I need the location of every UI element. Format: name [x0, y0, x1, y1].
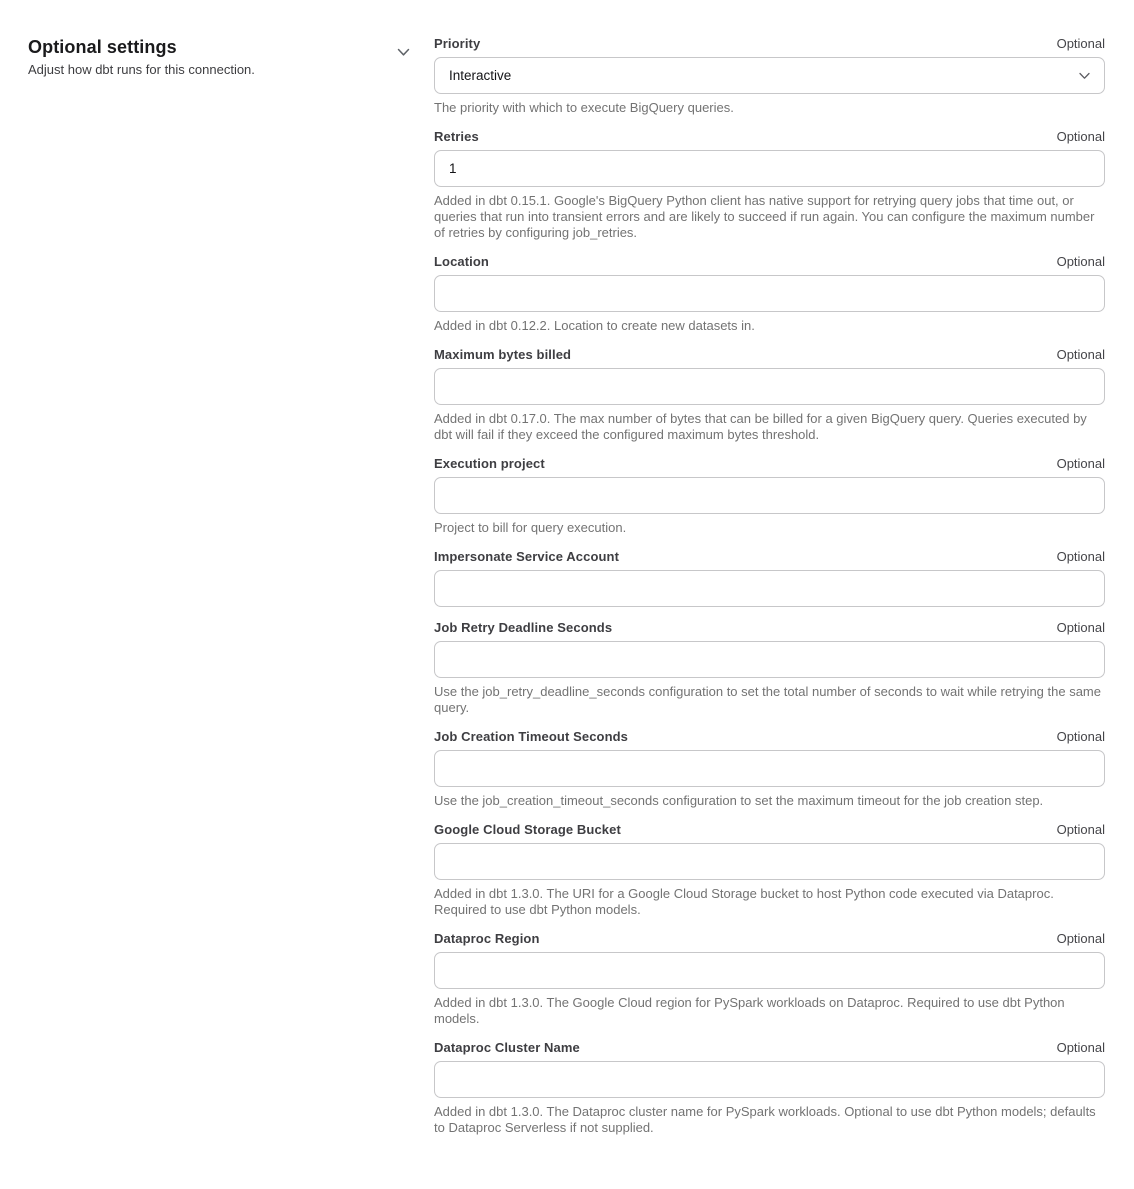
- section-collapse-button[interactable]: [395, 46, 412, 59]
- dataproc-region-field: [434, 931, 1105, 1027]
- field-help-text: Added in dbt 0.17.0. The max number of bytes that can be billed for a given BigQuery query. Queries executed by dbt will fail if they exceed the configured maximum bytes threshold.: [434, 411, 1087, 442]
- field-help-text: Added in dbt 1.3.0. The Google Cloud region for PySpark workloads on Dataproc. Required to use dbt Python models.: [434, 995, 1065, 1026]
- field-header: [434, 129, 1105, 145]
- priority-field: [434, 36, 1105, 116]
- field-control-slot: [434, 150, 1105, 187]
- section-summary-text: [28, 36, 255, 78]
- job-retry-deadline-seconds-input[interactable]: [434, 641, 1105, 678]
- optional-badge: Optional: [1056, 254, 1105, 269]
- field-help-text: Added in dbt 0.12.2. Location to create new datasets in.: [434, 318, 755, 333]
- retries-field: [434, 129, 1105, 241]
- optional-badge: Optional: [1056, 1040, 1105, 1055]
- dataproc-region-label: Dataproc Region: [434, 931, 540, 946]
- field-help-text: The priority with which to execute BigQuery queries.: [434, 100, 734, 115]
- impersonate-service-account-field: [434, 549, 1105, 607]
- priority-label: Priority: [434, 36, 481, 51]
- field-help-text: Use the job_creation_timeout_seconds configuration to set the maximum timeout for the job creation step.: [434, 793, 1044, 808]
- job-creation-timeout-seconds-field: [434, 729, 1105, 809]
- field-header: [434, 456, 1105, 472]
- job-retry-deadline-seconds-label: Job Retry Deadline Seconds: [434, 620, 613, 635]
- location-label: Location: [434, 254, 489, 269]
- job-retry-deadline-seconds-field: [434, 620, 1105, 716]
- field-header: [434, 620, 1105, 636]
- page-title: Optional settings: [28, 37, 177, 57]
- optional-badge: Optional: [1056, 620, 1105, 635]
- google-cloud-storage-bucket-field: [434, 822, 1105, 918]
- optional-badge: Optional: [1056, 931, 1105, 946]
- optional-badge: Optional: [1056, 36, 1105, 51]
- execution-project-label: Execution project: [434, 456, 545, 471]
- field-header: [434, 36, 1105, 52]
- dataproc-region-input[interactable]: [434, 952, 1105, 989]
- field-control-slot: [434, 952, 1105, 989]
- optional-badge: Optional: [1056, 456, 1105, 471]
- chevron-down-icon: [397, 48, 410, 57]
- impersonate-service-account-input[interactable]: [434, 570, 1105, 607]
- execution-project-input[interactable]: [434, 477, 1105, 514]
- field-help-text: Added in dbt 1.3.0. The Dataproc cluster name for PySpark workloads. Optional to use dbt Python models; defaults to Dataproc Serverless if not supplied.: [434, 1104, 1096, 1135]
- optional-badge: Optional: [1056, 729, 1105, 744]
- field-help-text: Added in dbt 1.3.0. The URI for a Google Cloud Storage bucket to host Python code executed via Dataproc. Required to use dbt Python models.: [434, 886, 1054, 917]
- field-help-text: Added in dbt 0.15.1. Google's BigQuery Python client has native support for retrying query jobs that time out, or queries that run into transient errors and are likely to succeed if run again. You can configure the maximum number of retries by configuring job_retries.: [434, 193, 1095, 240]
- field-control-slot: [434, 368, 1105, 405]
- maximum-bytes-billed-field: [434, 347, 1105, 443]
- form-fields: [434, 36, 1105, 1149]
- location-input[interactable]: [434, 275, 1105, 312]
- chevron-down-icon: [1079, 72, 1090, 80]
- job-creation-timeout-seconds-input[interactable]: [434, 750, 1105, 787]
- retries-label: Retries: [434, 129, 479, 144]
- priority-select[interactable]: [434, 57, 1105, 94]
- maximum-bytes-billed-label: Maximum bytes billed: [434, 347, 572, 362]
- location-field: [434, 254, 1105, 334]
- optional-badge: Optional: [1056, 347, 1105, 362]
- retries-input[interactable]: [434, 150, 1105, 187]
- field-header: [434, 729, 1105, 745]
- field-control-slot: [434, 57, 1105, 94]
- maximum-bytes-billed-input[interactable]: [434, 368, 1105, 405]
- priority-selected-value: Interactive: [449, 68, 512, 83]
- google-cloud-storage-bucket-label: Google Cloud Storage Bucket: [434, 822, 621, 837]
- optional-badge: Optional: [1056, 129, 1105, 144]
- optional-badge: Optional: [1056, 549, 1105, 564]
- field-header: [434, 1040, 1105, 1056]
- field-header: [434, 931, 1105, 947]
- field-control-slot: [434, 1061, 1105, 1098]
- field-control-slot: [434, 570, 1105, 607]
- field-header: [434, 254, 1105, 270]
- job-creation-timeout-seconds-label: Job Creation Timeout Seconds: [434, 729, 628, 744]
- impersonate-service-account-label: Impersonate Service Account: [434, 549, 620, 564]
- field-help-text: Project to bill for query execution.: [434, 520, 627, 535]
- dataproc-cluster-name-label: Dataproc Cluster Name: [434, 1040, 580, 1055]
- dataproc-cluster-name-field: [434, 1040, 1105, 1136]
- field-header: [434, 822, 1105, 838]
- field-control-slot: [434, 275, 1105, 312]
- page-subtitle: Adjust how dbt runs for this connection.: [28, 62, 255, 77]
- google-cloud-storage-bucket-input[interactable]: [434, 843, 1105, 880]
- field-header: [434, 347, 1105, 363]
- section-summary: [28, 36, 412, 78]
- execution-project-field: [434, 456, 1105, 536]
- field-control-slot: [434, 477, 1105, 514]
- field-header: [434, 549, 1105, 565]
- dataproc-cluster-name-input[interactable]: [434, 1061, 1105, 1098]
- optional-badge: Optional: [1056, 822, 1105, 837]
- field-control-slot: [434, 843, 1105, 880]
- field-help-text: Use the job_retry_deadline_seconds configuration to set the total number of seconds to wait while retrying the same query.: [434, 684, 1101, 715]
- field-control-slot: [434, 750, 1105, 787]
- field-control-slot: [434, 641, 1105, 678]
